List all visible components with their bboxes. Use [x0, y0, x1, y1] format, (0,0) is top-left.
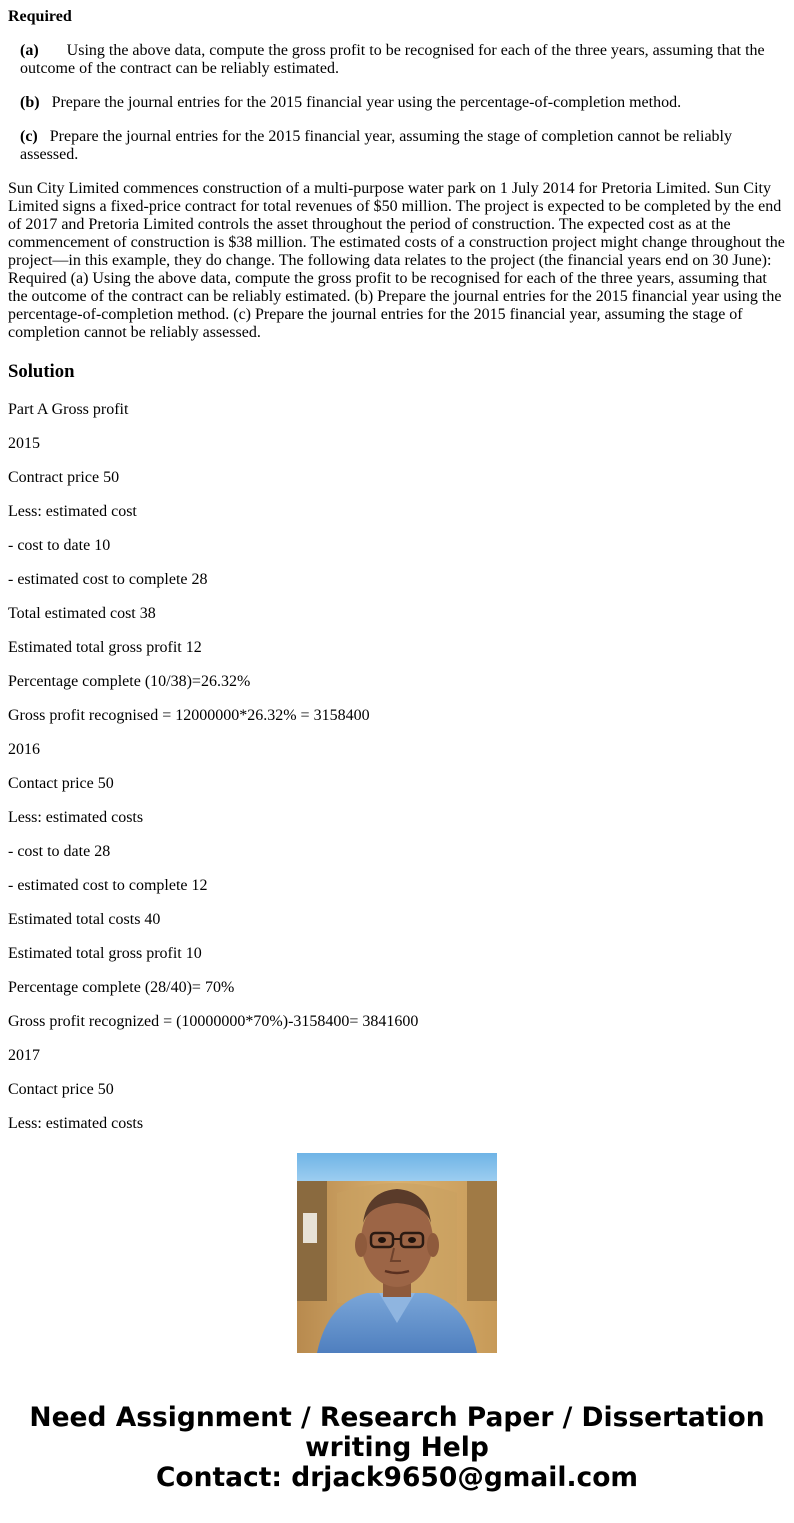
solution-line: - cost to date 28	[8, 843, 111, 860]
solution-line: - estimated cost to complete 12	[8, 877, 208, 894]
solution-heading: Solution	[8, 361, 75, 382]
solution-line: Gross profit recognised = 12000000*26.32% = 3158400	[8, 707, 370, 724]
question-part-c	[8, 128, 786, 164]
solution-line: 2017	[8, 1047, 40, 1064]
question-full-text: Sun City Limited commences construction of a multi-purpose water park on 1 July 2014 for Pretoria Limited. Sun City Limited signs a fixed-price contract for total revenues of $50 million. The project is expected to be completed by the end of 2017 and Pretoria Limited controls the asset throughout the period of construction. The expected cost as at the commencement of construction is $38 million. The estimated costs of a construction project might change throughout the project—in this example, they do change. The following data relates to the project (the financial years end on 30 June): Required (a) Using the above data, compute the gross profit to be recognised for each of the three years, assuming that the outcome of the contract can be reliably estimated. (b) Prepare the journal entries for the 2015 financial year using the percentage-of-completion method. (c) Prepare the journal entries for the 2015 financial year, assuming the stage of completion cannot be reliably assessed.	[8, 180, 785, 341]
required-heading: Required	[8, 8, 72, 25]
solution-line: Percentage complete (28/40)= 70%	[8, 979, 235, 996]
promo-banner	[0, 1403, 794, 1493]
part-a-label: (a)	[20, 42, 39, 59]
solution-body	[8, 401, 786, 1133]
solution-line: Estimated total costs 40	[8, 911, 161, 928]
solution-line: Total estimated cost 38	[8, 605, 156, 622]
solution-line: 2016	[8, 741, 40, 758]
promo-contact: Contact: drjack9650@gmail.com	[155, 1462, 639, 1493]
solution-line: Estimated total gross profit 12	[8, 639, 202, 656]
solution-line: - estimated cost to complete 28	[8, 571, 208, 588]
solution-line: Contact price 50	[8, 1081, 114, 1098]
solution-line: - cost to date 10	[8, 537, 111, 554]
solution-line: Less: estimated costs	[8, 809, 144, 826]
document-content	[8, 0, 786, 1132]
part-c-label: (c)	[20, 128, 38, 145]
author-avatar	[297, 1153, 497, 1353]
solution-line: Less: estimated cost	[8, 503, 137, 520]
part-a-text: Using the above data, compute the gross profit to be recognised for each of the three years, assuming that the outcome of the contract can be reliably estimated.	[20, 42, 765, 77]
promo-line-2: writing Help	[305, 1432, 489, 1463]
solution-line: Estimated total gross profit 10	[8, 945, 202, 962]
solution-line: Contact price 50	[8, 775, 114, 792]
question-part-a	[8, 42, 786, 78]
part-b-label: (b)	[20, 94, 40, 111]
solution-line: Contract price 50	[8, 469, 120, 486]
solution-line: Percentage complete (10/38)=26.32%	[8, 673, 251, 690]
solution-line: Part A Gross profit	[8, 401, 129, 418]
solution-line: 2015	[8, 435, 40, 452]
part-b-text: Prepare the journal entries for the 2015 financial year using the percentage-of-completion method.	[51, 94, 682, 111]
solution-line: Less: estimated costs	[8, 1115, 144, 1132]
solution-line: Gross profit recognized = (10000000*70%)-3158400= 3841600	[8, 1013, 419, 1030]
promo-line-1: Need Assignment / Research Paper / Dissertation	[29, 1402, 765, 1433]
author-photo	[297, 1153, 497, 1353]
part-c-text: Prepare the journal entries for the 2015 financial year, assuming the stage of completion cannot be reliably assessed.	[20, 128, 732, 163]
question-part-b	[8, 94, 786, 112]
